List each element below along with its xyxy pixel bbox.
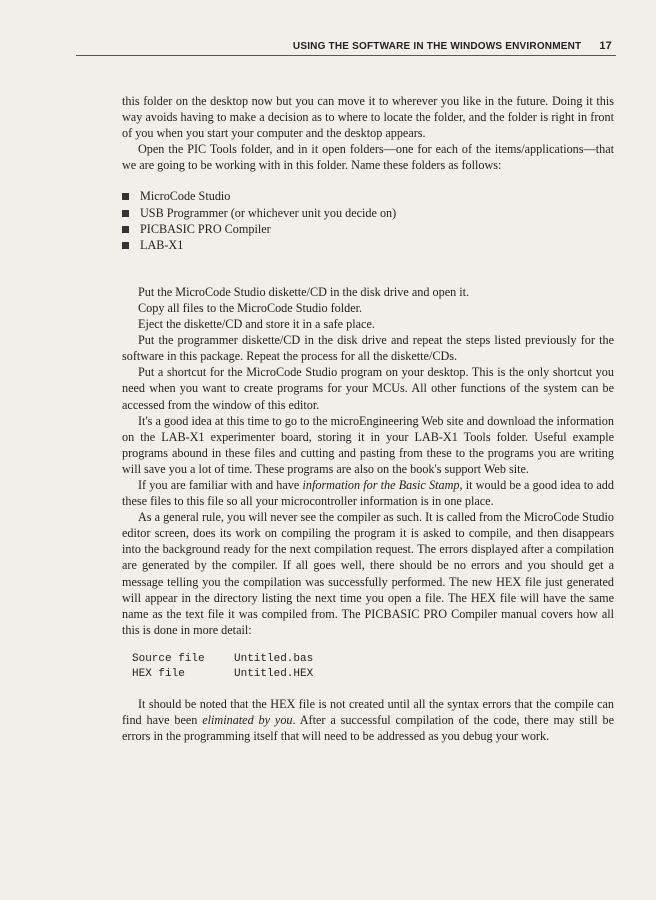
table-row: Source file Untitled.bas	[132, 652, 314, 665]
square-bullet-icon	[122, 242, 129, 249]
table-row: HEX file Untitled.HEX	[132, 667, 314, 680]
running-header	[76, 40, 612, 52]
step-paragraph: Put the MicroCode Studio diskette/CD in the disk drive and open it.	[138, 284, 470, 299]
list-item: PICBASIC PRO Compiler	[122, 221, 614, 237]
step-paragraph: It's a good idea at this time to go to the microEngineering Web site and download the information on the LAB-X1 experimenter board, storing it in your LAB-X1 Tools folder. Useful example programs abound in these files and cutting and pasting from these to the programs you are writing will save you a lot of time. These programs are also on the book's support Web site.	[122, 413, 614, 476]
square-bullet-icon	[122, 193, 129, 200]
header-title: USING THE SOFTWARE IN THE WINDOWS ENVIRONMENT	[292, 41, 582, 52]
list-item: USB Programmer (or whichever unit you decide on)	[122, 205, 614, 221]
paragraph-hex-note: It should be noted that the HEX file is not created until all the syntax errors that the compile can find have been eliminated by you. After a successful compilation of the code, there may still be errors in the programming itself that will need to be addressed as you debug your work.	[122, 696, 615, 744]
step-paragraph: Put a shortcut for the MicroCode Studio program on your desktop. This is the only shortcut you need when you want to create programs for your MCUs. All other functions of the system can be accessed from the window of this editor.	[122, 365, 614, 412]
paragraph-compiler: As a general rule, you will never see the compiler as such. It is called from the MicroCode Studio editor screen, does its work on compiling the program it is asked to compile, and then disappears into the background ready for the next compilation request. The errors displayed after a compilation are generated by the compiler. If all goes well, there should be no errors and you should get a message telling you the compilation was successfully performed. The new HEX file just generated will appear in the directory listing the next time you open a file. The HEX file will have the same name as the text file it was compiled from. The PICBASIC PRO Compiler manual covers how all this is done in more detail:	[122, 510, 614, 637]
paragraph-basic-stamp: If you are familiar with and have information for the Basic Stamp, it would be a good idea to add these files to this file so all your microcontroller information is in one place.	[122, 477, 614, 509]
square-bullet-icon	[122, 210, 129, 217]
paragraph-open-folders: Open the PIC Tools folder, and in it open folders—one for each of the items/applications—that we are going to be working with in this folder. Name these folders as follows:	[122, 142, 614, 173]
paragraph-folder-intro: this folder on the desktop now but you can move it to wherever you like in the future. Doing it this way avoids having to make a decision as to where to locate the folder, and the folder is right in front of you when you start your computer and the desktop appears.	[122, 94, 614, 141]
file-name-table	[132, 652, 614, 682]
page-number: 17	[599, 40, 612, 52]
step-paragraph: Eject the diskette/CD and store it in a safe place.	[138, 317, 375, 332]
list-item: LAB-X1	[122, 237, 614, 253]
step-paragraph: Copy all files to the MicroCode Studio folder.	[138, 300, 363, 315]
header-rule	[76, 55, 616, 56]
body-text	[122, 93, 614, 744]
step-paragraph: Put the programmer diskette/CD in the disk drive and repeat the steps listed previously for the software in this package. Repeat the process for all the diskette/CDs.	[122, 333, 614, 364]
square-bullet-icon	[122, 226, 129, 233]
folder-list	[122, 188, 614, 252]
list-item: MicroCode Studio	[122, 188, 614, 204]
